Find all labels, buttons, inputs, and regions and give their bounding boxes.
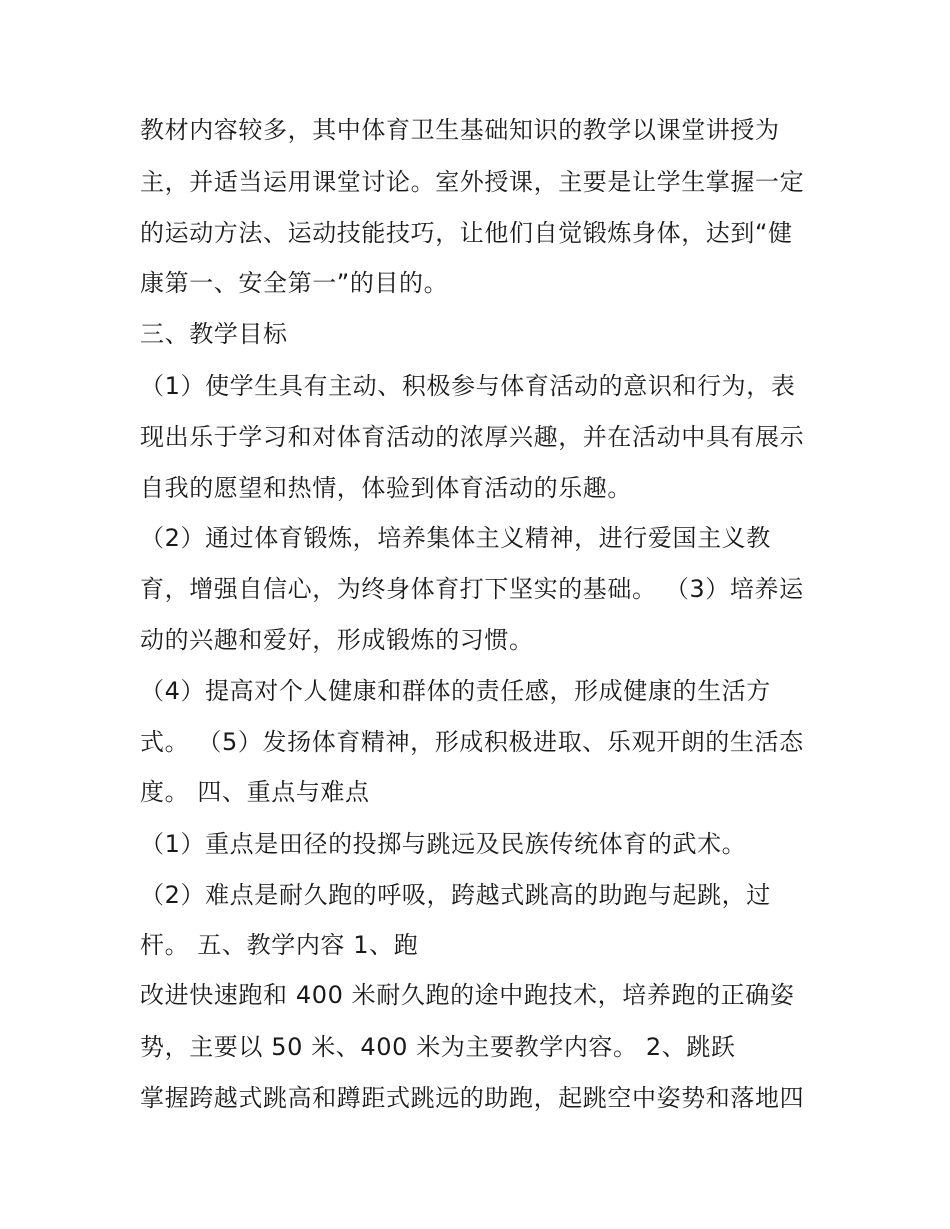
text-line: 主，并适当运用课堂讨论。室外授课，主要是让学生掌握一定 — [140, 168, 805, 196]
text-line: 杆。 五、教学内容 1、跑 — [140, 931, 419, 959]
text-line: 式。 （5）发扬体育精神，形成积极进取、乐观开朗的生活态 — [140, 728, 804, 756]
text-line: 改进快速跑和 400 米耐久跑的途中跑技术，培养跑的正确姿 — [140, 981, 795, 1009]
text-line: （1）重点是田径的投掷与跳远及民族传统体育的武术。 — [140, 830, 747, 858]
text-line: （4）提高对个人健康和群体的责任感，形成健康的生活方 — [140, 677, 771, 705]
text-line: （2）难点是耐久跑的呼吸，跨越式跳高的助跑与起跳，过 — [140, 881, 771, 909]
text-line: 自我的愿望和热情，体验到体育活动的乐趣。 — [140, 474, 632, 502]
text-line: 度。 四、重点与难点 — [140, 778, 370, 806]
text-line: （1）使学生具有主动、积极参与体育活动的意识和行为，表 — [140, 372, 796, 400]
text-line: 掌握跨越式跳高和蹲距式跳远的助跑，起跳空中姿势和落地四 — [140, 1084, 805, 1112]
text-line: 动的兴趣和爱好，形成锻炼的习惯。 — [140, 626, 534, 654]
text-line: （2）通过体育锻炼，培养集体主义精神，进行爱国主义教 — [140, 524, 771, 552]
text-line: 现出乐于学习和对体育活动的浓厚兴趣，并在活动中具有展示 — [140, 423, 805, 451]
text-line: 的运动方法、运动技能技巧，让他们自觉锻炼身体，达到“健 — [140, 219, 793, 247]
section-heading: 三、教学目标 — [140, 320, 288, 348]
text-line: 育，增强自信心，为终身体育打下坚实的基础。 （3）培养运 — [140, 575, 804, 603]
text-line: 康第一、安全第一”的目的。 — [140, 269, 449, 297]
text-line: 势，主要以 50 米、400 米为主要教学内容。 2、跳跃 — [140, 1033, 736, 1061]
text-line: 教材内容较多，其中体育卫生基础知识的教学以课堂讲授为 — [140, 116, 780, 144]
